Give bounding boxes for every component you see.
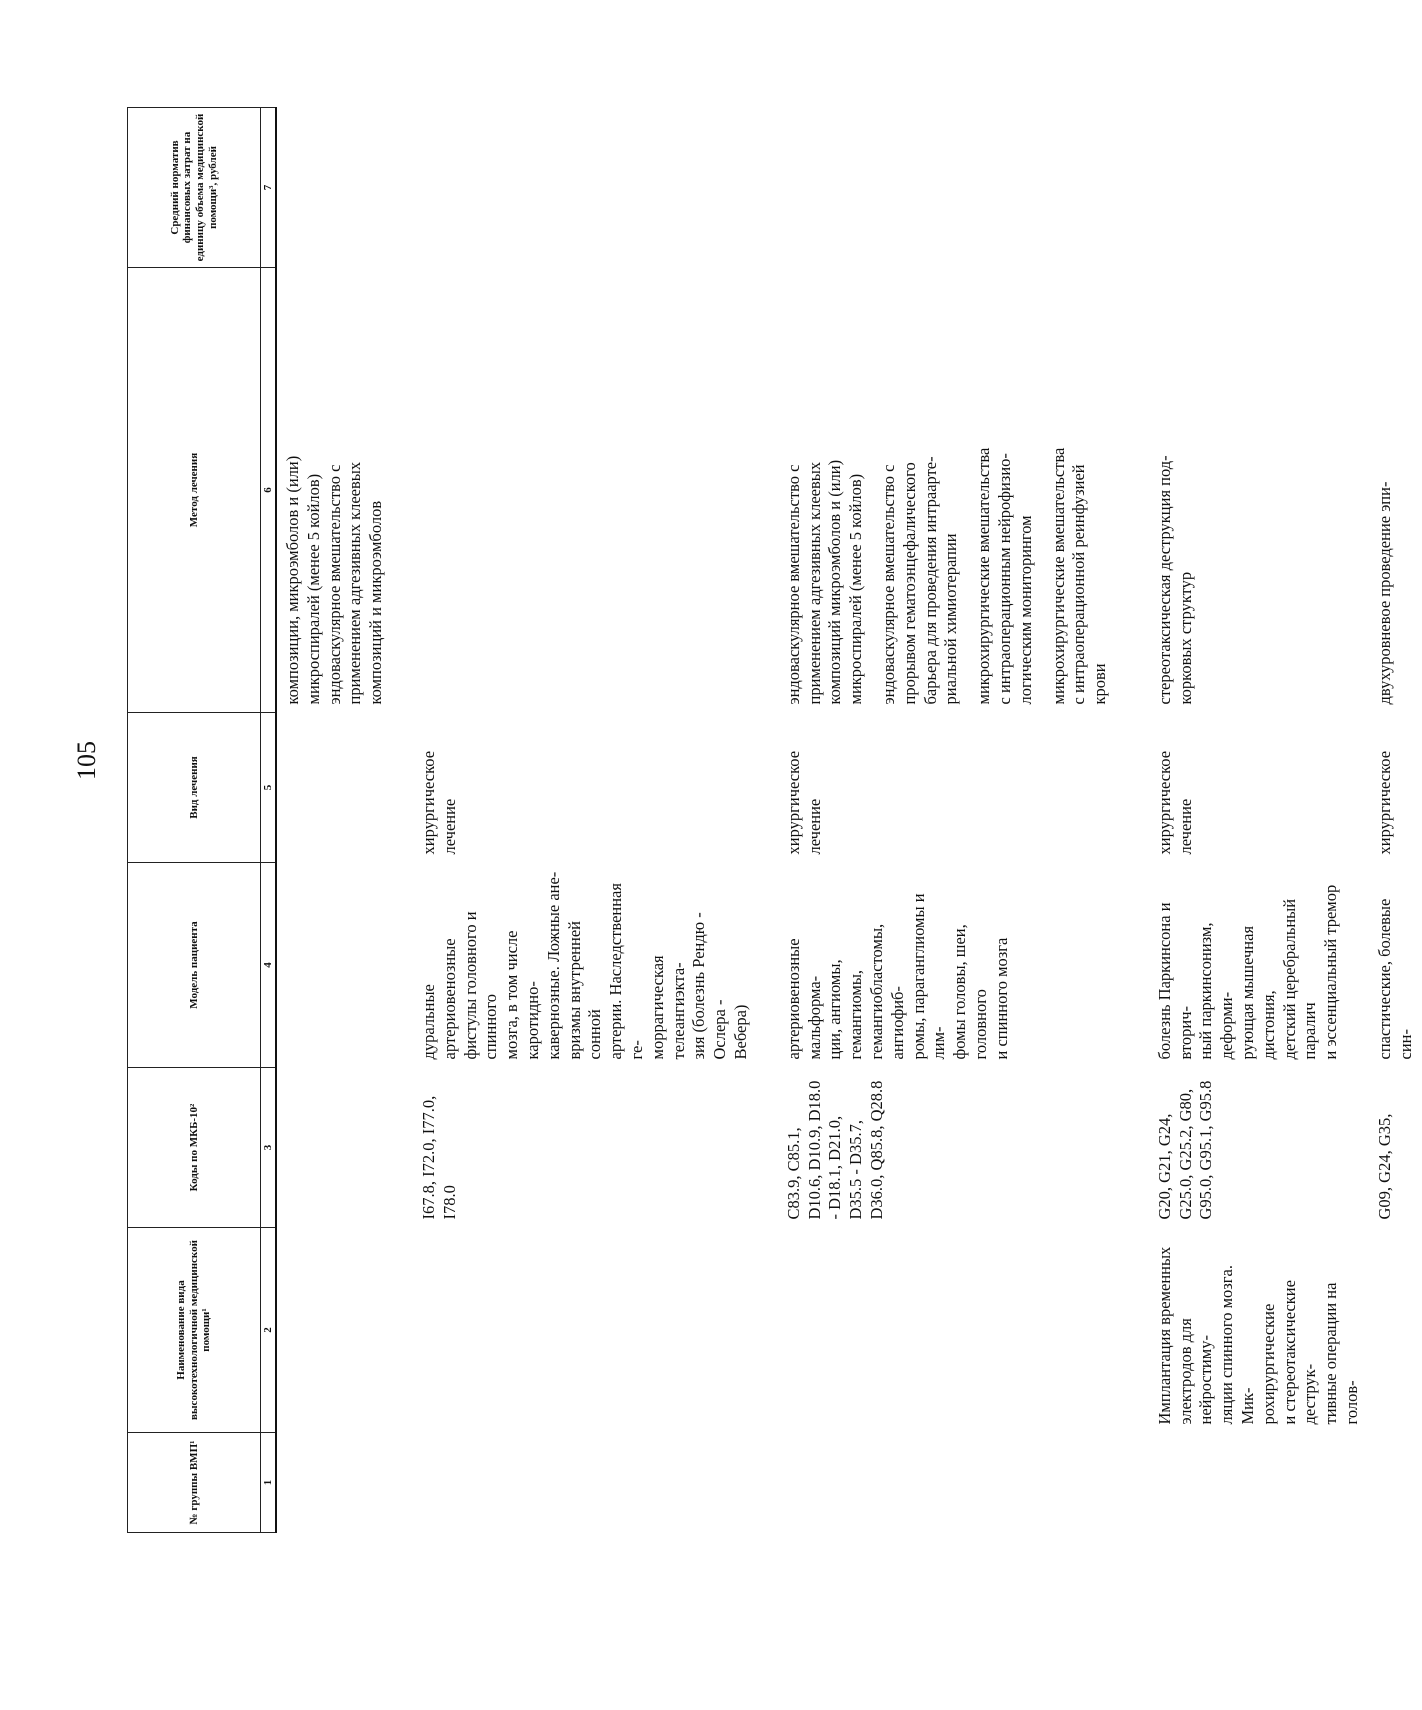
cost-cell xyxy=(413,108,758,268)
model-text: дуральные артериовенозные фистулы головного и спинного мозга, в том числе каротидно- кавернозные. Ложные ане- вризмы внутренней сонной артерии. Наследственная ге- моррагическая телеангиэкта- зия (болезнь Рендю - Ослера - Вебера) xyxy=(418,871,750,1060)
page-number: 105 xyxy=(72,741,101,780)
header-cost: Средний норматив финансовых затрат на единицу объема медицинской помощи³, рублей xyxy=(128,108,261,268)
table-row xyxy=(276,108,393,1533)
method-text: двухуровневое проведение эпи- xyxy=(1374,481,1394,705)
method-cell xyxy=(276,268,393,713)
method-cell xyxy=(413,268,758,713)
model-text: болезнь Паркинсона и вторич- ный паркинсонизм, деформи- рующая мышечная дистония, детский церебральный паралич и эссенциальный тремор xyxy=(1154,884,1341,1060)
treatment-type-cell xyxy=(276,713,393,863)
column-number: 5 xyxy=(261,713,277,863)
codes-text: C83.9, C85.1, D10.6, D10.9, D18.0 - D18.1, D21.0, D35.5 - D35.7, D36.0, Q85.8, Q28.8 xyxy=(783,1080,886,1220)
model-text: спастические, болевые син- xyxy=(1374,898,1415,1060)
name-cell xyxy=(1149,1228,1369,1433)
model-cell xyxy=(1149,863,1369,1068)
group-cell xyxy=(1149,1433,1369,1533)
codes-cell xyxy=(413,1068,758,1228)
method-text: микрохирургические вмешательства с интраоперационным нейрофизио- логическим мониторингом xyxy=(974,447,1035,705)
method-text: композиции, микроэмболов и (или) микроспиралей (менее 5 койлов) эндоваскулярное вмешательство с применением адгезивных клеевых композиций и микроэмболов xyxy=(283,455,386,705)
model-text: артериовенозные мальформа- ции, ангиомы, гемангиомы, гемангиобластомы, ангиофиб- ромы, параганглиомы и лим- фомы головы, шеи, головного и спинного мозга xyxy=(783,893,1011,1060)
name-cell xyxy=(413,1228,758,1433)
codes-text: I67.8, I72.0, I77.0, I78.0 xyxy=(418,1095,459,1220)
treatment-type-text: хирургическое лечение xyxy=(783,750,824,855)
cost-cell xyxy=(778,108,1117,268)
name-text: Имплантация временных электродов для нейростиму- ляции спинного мозга. Мик- рохирургические и стереотаксические деструк- тивные операции на голов- xyxy=(1154,1246,1362,1425)
header-icd-codes: Коды по МКБ-10² xyxy=(128,1068,261,1228)
treatment-type-text: хирургическое xyxy=(1374,750,1394,855)
model-cell xyxy=(1369,863,1422,1068)
name-cell xyxy=(1369,1228,1422,1433)
table-row xyxy=(413,108,758,1533)
method-text: микрохирургические вмешательства с интраоперационной реинфузией крови xyxy=(1048,447,1110,705)
cost-cell xyxy=(1149,108,1369,268)
rotated-table-container xyxy=(127,108,1415,1533)
method-text: эндоваскулярное вмешательство с прорывом гематоэнцефалического барьера для проведения интраарте- риальной химиотерапии xyxy=(878,456,961,705)
group-cell xyxy=(1369,1433,1422,1533)
column-number: 4 xyxy=(261,863,277,1068)
header-patient-model: Модель пациента xyxy=(128,863,261,1068)
table-row xyxy=(1369,108,1422,1533)
column-number: 7 xyxy=(261,108,277,268)
table-row xyxy=(778,108,1117,1533)
cost-cell xyxy=(276,108,393,268)
header-treatment-type: Вид лечения xyxy=(128,713,261,863)
treatment-type-text: хирургическое лечение xyxy=(418,750,459,855)
method-text: эндоваскулярное вмешательство с применением адгезивных клеевых композиций микроэмболов и (или) микроспиралей (менее 5 койлов) xyxy=(783,459,866,705)
group-cell xyxy=(778,1433,1117,1533)
codes-text: G20, G21, G24, G25.0, G25.2, G80, G95.0, G95.1, G95.8 xyxy=(1154,1080,1216,1220)
header-group-number: № группы ВМП¹ xyxy=(128,1433,261,1533)
method-cell xyxy=(778,268,1117,713)
treatment-type-text: хирургическое лечение xyxy=(1154,750,1195,855)
model-cell xyxy=(778,863,1117,1068)
table-row xyxy=(1149,108,1369,1533)
cost-cell xyxy=(1369,108,1422,268)
column-number: 6 xyxy=(261,268,277,713)
group-cell xyxy=(276,1433,393,1533)
column-number: 3 xyxy=(261,1068,277,1228)
header-vmp-name: Наименование вида высокотехнологичной медицинской помощи¹ xyxy=(128,1228,261,1433)
method-cell xyxy=(1369,268,1422,713)
header-treatment-method: Метод лечения xyxy=(128,268,261,713)
header-row xyxy=(128,108,261,1533)
method-cell xyxy=(1149,268,1369,713)
treatment-type-cell xyxy=(778,713,1117,863)
treatment-type-cell xyxy=(1369,713,1422,863)
column-number: 1 xyxy=(261,1433,277,1533)
codes-cell xyxy=(276,1068,393,1228)
group-cell xyxy=(413,1433,758,1533)
name-cell xyxy=(276,1228,393,1433)
model-cell xyxy=(276,863,393,1068)
codes-cell xyxy=(778,1068,1117,1228)
column-number-row xyxy=(261,108,277,1533)
codes-cell xyxy=(1149,1068,1369,1228)
column-number: 2 xyxy=(261,1228,277,1433)
treatment-type-cell xyxy=(1149,713,1369,863)
model-cell xyxy=(413,863,758,1068)
codes-cell xyxy=(1369,1068,1422,1228)
method-text: стереотаксическая деструкция под- корковых структур xyxy=(1154,455,1195,705)
name-cell xyxy=(778,1228,1117,1433)
vmp-table xyxy=(127,107,1422,1533)
treatment-type-cell xyxy=(413,713,758,863)
codes-text: G09, G24, G35, xyxy=(1374,1113,1394,1220)
